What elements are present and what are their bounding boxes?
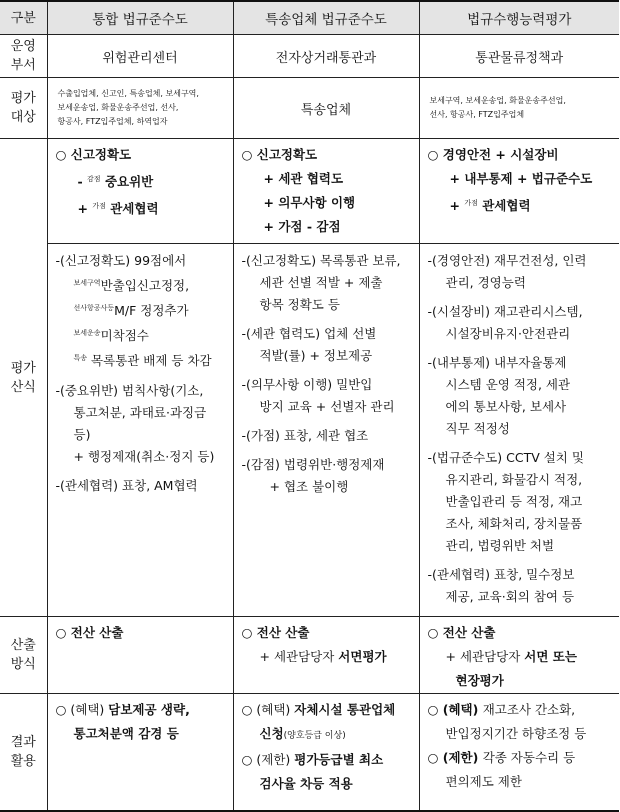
operating-dept-integrated: 위험관리센터	[47, 35, 233, 78]
result-integrated: ○ (혜택) 담보제공 생략, 통고처분액 감경 등	[47, 694, 233, 812]
method-detail-integrated: -(신고정확도) 99점에서 $^{보세구역}$반출입신고정정, $^{선사항공사등}$M/F 정정추가 $^{보세운송}$미착점수 $^{특송}$ 목록통관 배제 등 차감 -(중요위반) 범칙사항(기소, 통고처분, 과태료·과징금 등) + 행정제재(취소·정지 등) -(관세협력) 표창, AM협력	[47, 244, 233, 617]
header-row	[0, 1, 619, 35]
calc-express: ○ 전산 산출 + 세관담당자 서면평가	[233, 617, 419, 694]
row-calc	[0, 617, 619, 694]
row-operating-dept	[0, 35, 619, 78]
header-integrated-compliance: 통합 법규준수도	[47, 1, 233, 35]
row-method-detail	[0, 244, 619, 617]
target-express: 특송업체	[233, 78, 419, 139]
target-capability: 보세구역, 보세운송업, 화물운송주선업, 선사, 항공사, FTZ입주업체	[419, 78, 619, 139]
header-express-compliance: 특송업체 법규준수도	[233, 1, 419, 35]
result-express: ○ (혜택) 자체시설 통관업체 신청(양호등급 이상) ○ (제한) 평가등급별 최소 검사율 차등 적용	[233, 694, 419, 812]
row-target	[0, 78, 619, 139]
row-method	[0, 139, 619, 244]
result-capability: ○ (혜택) 재고조사 간소화, 반입정지기간 하향조정 등 ○ (제한) 각종 자동수리 등 편의제도 제한	[419, 694, 619, 812]
row-label-target: 평가 대상	[0, 78, 47, 139]
row-label-result: 결과 활용	[0, 694, 47, 812]
method-summary-integrated: ○ 신고정확도 - $^{감점}$ 중요위반 + $^{가점}$ 관세협력	[47, 139, 233, 244]
row-label-operating: 운영 부서	[0, 35, 47, 78]
header-category: 구분	[0, 1, 47, 35]
method-summary-express: ○ 신고정확도 + 세관 협력도 + 의무사항 이행 + 가점 - 감점	[233, 139, 419, 244]
method-detail-express: -(신고정확도) 목록통관 보류, 세관 선별 적발 + 제출 항목 정확도 등 -(세관 협력도) 업체 선별 적발(률) + 정보제공 -(의무사항 이행) 밀반입 방지 교육 + 선별자 관리 -(가점) 표창, 세관 협조 -(감점) 법령위반·행정제재 + 협조 불이행	[233, 244, 419, 617]
method-summary-capability: ○ 경영안전 + 시설장비 + 내부통제 + 법규준수도 + $^{가점}$ 관세협력	[419, 139, 619, 244]
row-label-calc: 산출 방식	[0, 617, 47, 694]
calc-capability: ○ 전산 산출 + 세관담당자 서면 또는 현장평가	[419, 617, 619, 694]
calc-integrated: ○ 전산 산출	[47, 617, 233, 694]
header-capability-evaluation: 법규수행능력평가	[419, 1, 619, 35]
row-label-method: 평가 산식	[0, 139, 47, 617]
method-detail-capability: -(경영안전) 재무건전성, 인력 관리, 경영능력 -(시설장비) 재고관리시스템, 시설장비유지·안전관리 -(내부통제) 내부자율통제 시스템 운영 적정, 세관 에의 통보사항, 보세사 직무 적정성 -(법규준수도) CCTV 설치 및 유지관리, 화물감시 적정, 반출입관리 등 적정, 재고 조사, 체화처리, 장치물품 관리, 법령위반 처벌 -(관세협력) 표창, 밀수정보 제공, 교육·회의 참여 등	[419, 244, 619, 617]
row-result	[0, 694, 619, 812]
target-integrated: 수출입업체, 신고인, 특송업체, 보세구역, 보세운송업, 화물운송주선업, 선사, 항공사, FTZ입주업체, 하역업자	[47, 78, 233, 139]
operating-dept-capability: 통관물류정책과	[419, 35, 619, 78]
operating-dept-express: 전자상거래통관과	[233, 35, 419, 78]
